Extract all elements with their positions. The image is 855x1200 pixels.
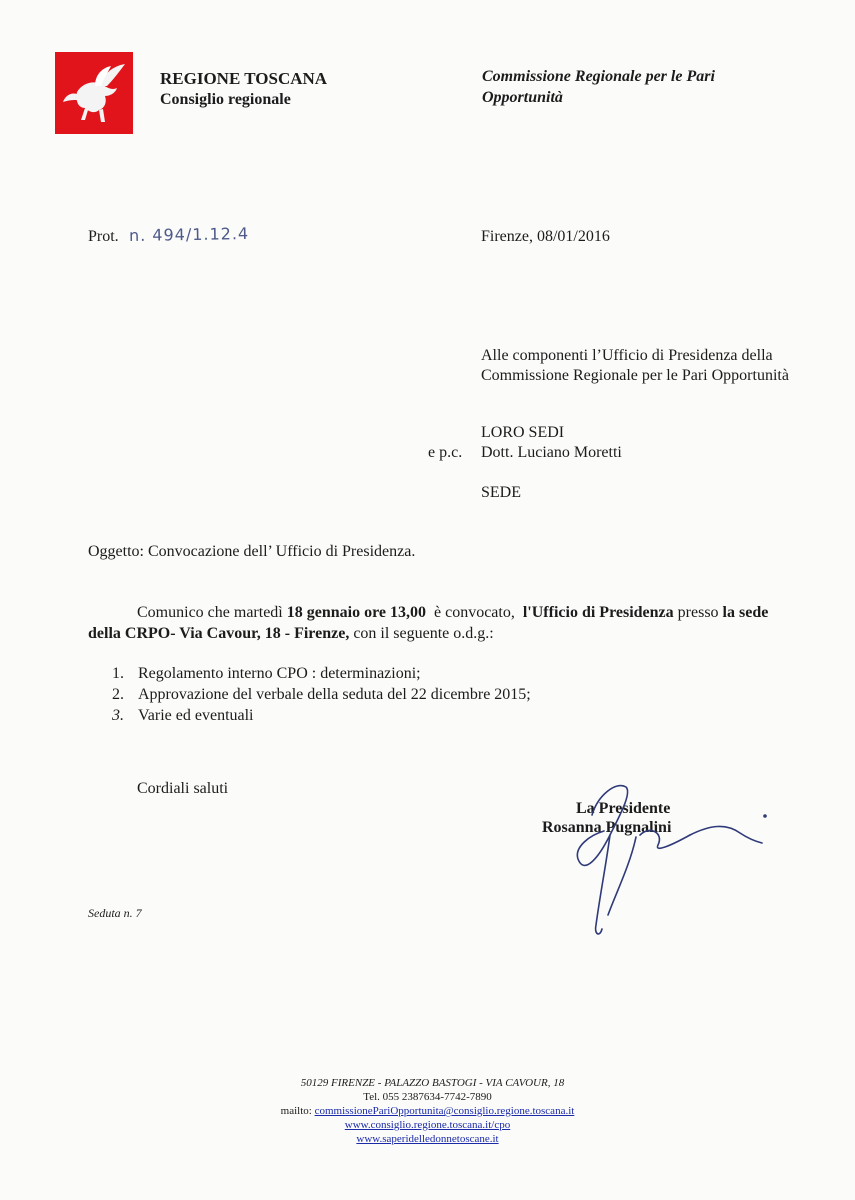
signatory-name: Rosanna Pugnalini [542,819,672,836]
signatory-title: La Presidente [576,800,671,817]
body-location: la sede della CRPO- Via Cavour, 18 - Firenze, [88,604,769,642]
agenda-number: 3. [112,707,124,724]
website-saperi-link[interactable]: www.saperidelledonnetoscane.it [356,1133,499,1145]
body-text-1: Comunico che martedì [137,604,287,621]
body-text-3: presso [673,604,723,621]
body-text-2: è convocato, [426,604,523,621]
recipients-main: Alle componenti l’Ufficio di Presidenza della Commissione Regionale per le Pari Opportunità [481,347,789,384]
footer [0,1076,855,1146]
recipients-loro-sedi: LORO SEDI [481,424,565,441]
protocol-number-handwritten: n. 494/1.12.4 [128,223,250,246]
session-number: Seduta n. 7 [88,906,142,920]
footer-tel: Tel. 055 2387634-7742-7890 [363,1091,492,1103]
recipients-sede: SEDE [481,484,521,501]
protocol-label: Prot. [88,228,119,245]
regione-toscana-logo [55,52,133,134]
email-link[interactable]: commissionePariOpportunita@consiglio.regione.toscana.it [314,1105,575,1117]
body-text-4: con il seguente o.d.g.: [349,625,494,642]
handwritten-signature [540,775,780,945]
pegasus-icon [55,52,133,134]
footer-address: 50129 FIRENZE - PALAZZO BASTOGI - VIA CAVOUR, 18 [300,1077,565,1089]
agenda-text: Varie ed eventuali [138,707,254,724]
agenda-text: Approvazione del verbale della seduta del 22 dicembre 2015; [138,686,531,703]
list-item [112,705,531,726]
agenda-number: 1. [112,665,124,682]
epc-label: e p.c. [428,444,463,461]
footer-mail-line [0,1104,855,1118]
epc-recipient: Dott. Luciano Moretti [481,444,622,461]
closing-greeting: Cordiali saluti [137,780,229,797]
agenda-list [112,663,531,726]
org-name: REGIONE TOSCANA [160,69,328,88]
body-office: l'Ufficio di Presidenza [522,604,674,621]
mailto-label: mailto: [280,1105,312,1117]
list-item [112,684,531,705]
agenda-number: 2. [112,686,124,703]
body-paragraph [88,602,788,644]
subject-line: Oggetto: Convocazione dell’ Ufficio di Presidenza. [88,543,416,560]
org-subtitle: Consiglio regionale [160,91,291,108]
website-cpo-link[interactable]: www.consiglio.regione.toscana.it/cpo [344,1119,511,1131]
body-date-time: 18 gennaio ore 13,00 [286,604,426,621]
commission-name: Commissione Regionale per le Pari Opportunità [482,68,715,106]
letter-date: Firenze, 08/01/2016 [481,228,610,245]
list-item [112,663,531,684]
agenda-text: Regolamento interno CPO : determinazioni; [138,665,421,682]
